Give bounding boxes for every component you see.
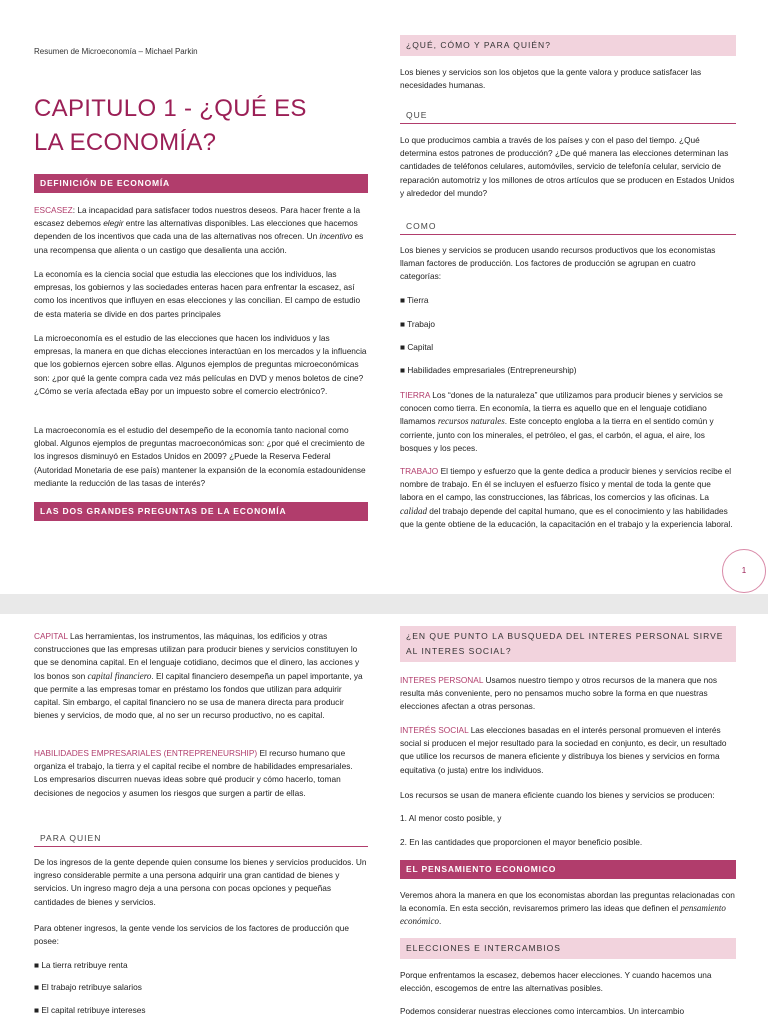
- habilidades-paragraph: [34, 747, 368, 800]
- escasez-text: : La incapacidad para satisfacer todos nuestros deseos. Para hacer frente a la escasez debemos: [34, 205, 361, 229]
- page-title: CAPITULO 1 - ¿QUÉ ES LA ECONOMÍA?: [34, 95, 307, 156]
- incentivo-emphasis: incentivo: [319, 231, 353, 242]
- factor-tierra-item: ■ Tierra: [400, 295, 429, 305]
- section-definicion-header: DEFINICIÓN DE ECONOMÍA: [34, 174, 368, 193]
- page-number: 1: [722, 549, 766, 593]
- interes-personal-text: Usamos nuestro tiempo y otros recursos de la manera que nos resulta más conveniente, pero no pensamos mucho sobre la forma en que nuestras elecciones afectan a otras personas.: [400, 675, 717, 712]
- tierra-text: . Este concepto engloba a la tierra en el sentido común y corriente, junto con los minerales, el petróleo, el gas, el carbón, el agua, el aire, los bosques y los peces.: [400, 416, 714, 453]
- micro-paragraph: La microeconomía es el estudio de las elecciones que hacen los individuos y las empresas, la manera en que dichas elecciones interactúan en los mercados y la influencia que los gobiernos ejercen sobre ellas. Algunos ejemplos de preguntas microeconómicas son: ¿por qué la gente compra cada vez más películas en DVD y menos boletos de cine? ¿Cómo se vería afectada eBay por un impuesto sobre el comercio electrónico?.: [34, 333, 367, 396]
- section-pensamiento-header: EL PENSAMIENTO ECONOMICO: [400, 860, 736, 879]
- section-dos-preguntas-header: LAS DOS GRANDES PREGUNTAS DE LA ECONOMÍA: [34, 502, 368, 521]
- factor-habilidades-item: ■ Habilidades empresariales (Entrepreneurship): [400, 365, 577, 375]
- para-quien-header: PARA QUIEN: [34, 831, 368, 847]
- que-header: QUE: [400, 108, 736, 124]
- capital-financiero-emphasis: capital financiero: [87, 670, 152, 681]
- que-paragraph: Lo que producimos cambia a través de los países y con el paso del tiempo. ¿Qué determina estos patrones de producción? ¿De qué manera las elecciones determinan las cantidades de teléfonos celulares, automóviles, servicio de telefonía celular, servicio de reparación automotriz y los millones de otros artículos que se producen en Estados Unidos y alrededor del mundo?: [400, 135, 735, 198]
- tierra-keyword: TIERRA: [400, 390, 430, 400]
- escasez-text: entre las alternativas disponibles. Las elecciones que hacemos dependen de los incentivos que cada una de las alternativas nos ofrecen. Un: [34, 218, 358, 242]
- trabajo-text: del trabajo depende del capital humano, que es el conocimiento y las habilidades que la gente obtiene de la educación, la capacitación en el trabajo y la experiencia laboral.: [400, 505, 733, 529]
- section-que-como-quien-header: ¿QUÉ, CÓMO Y PARA QUIÉN?: [400, 35, 736, 56]
- section-interes-header: ¿EN QUE PUNTO LA BUSQUEDA DEL INTERES PERSONAL SIRVE AL INTERES SOCIAL?: [400, 626, 736, 662]
- factor-trabajo-item: ■ Trabajo: [400, 319, 435, 329]
- interes-social-keyword: INTERÉS SOCIAL: [400, 725, 469, 735]
- recursos-naturales-emphasis: recursos naturales: [437, 416, 505, 427]
- como-paragraph: Los bienes y servicios se producen usando recursos productivos que los economistas llaman factores de producción. Los factores de producción se agrupan en cuatro categorías:: [400, 245, 716, 282]
- elecciones-header: ELECCIONES E INTERCAMBIOS: [400, 938, 736, 959]
- escasez-paragraph: [34, 204, 368, 257]
- retribucion-capital-item: ■ El capital retribuye intereses: [34, 1005, 146, 1015]
- interes-personal-keyword: INTERES PERSONAL: [400, 675, 484, 685]
- page-2: [0, 614, 768, 1024]
- retribucion-tierra-item: ■ La tierra retribuye renta: [34, 960, 128, 970]
- factor-capital-item: ■ Capital: [400, 342, 434, 352]
- interes-social-text: Las elecciones basadas en el interés personal promueven el interés social si producen el mejor resultado para la sociedad en conjunto, es decir, un resultado que utilice los recursos de manera eficiente y distribuya los bienes y servicios en forma equitativa (o justa) entre los individuos.: [400, 725, 727, 775]
- escasez-keyword: ESCASEZ: [34, 205, 73, 215]
- eficiencia-item-2: 2. En las cantidades que proporcionen el mayor beneficio posible.: [400, 837, 643, 847]
- trabajo-text: El tiempo y esfuerzo que la gente dedica a producir bienes y servicios recibe el nombre de trabajo. En él se incluyen el esfuerzo físico y mental de toda la gente que labora en el campo, las construcciones, las fábricas, los comercios y las oficinas. La: [400, 466, 732, 503]
- trabajo-keyword: TRABAJO: [400, 466, 439, 476]
- pensamiento-text: Veremos ahora la manera en que los economistas abordan las preguntas relacionadas con la economía. En esta sección, revisaremos primero las ideas que definen el: [400, 890, 735, 914]
- capital-keyword: CAPITAL: [34, 631, 68, 641]
- calidad-emphasis: calidad: [400, 505, 427, 516]
- habilidades-text: El recurso humano que organiza el trabajo, la tierra y el capital recibe el nombre de habilidades empresariales. Los empresarios discurren nuevas ideas sobre qué producir y cómo hacerlo, toman decisiones de negocios y asumen los riesgos que surgen a partir de ellas.: [34, 748, 353, 798]
- como-header: COMO: [400, 219, 736, 235]
- para-quien-paragraph: De los ingresos de la gente depende quien consume los bienes y servicios producidos. Un ingreso considerable permite a una persona adquirir una gran cantidad de bienes y servicios. Un ingreso magro deja a una persona con pocas opciones y pequeñas cantidades de bienes y servicios.: [34, 857, 367, 907]
- pensamiento-economico-emphasis: pensamiento económico: [400, 903, 726, 927]
- capital-paragraph: [34, 630, 368, 722]
- tierra-paragraph: [400, 389, 736, 455]
- habilidades-keyword: HABILIDADES EMPRESARIALES (ENTREPRENEURSHIP): [34, 748, 258, 758]
- eficiencia-item-1: 1. Al menor costo posible, y: [400, 813, 502, 823]
- ingresos-paragraph: Para obtener ingresos, la gente vende los servicios de los factores de producción que posee:: [34, 923, 350, 947]
- trabajo-paragraph: [400, 465, 736, 531]
- interes-social-paragraph: [400, 724, 736, 777]
- capital-text: Las herramientas, los instrumentos, las máquinas, los edificios y otras construcciones que las empresas utilizan para producir bienes y servicios constituyen lo que se denomina capital. En el lenguaje cotidiano, decimos que el dinero, las acciones y los bonos son: [34, 631, 360, 681]
- economia-paragraph: La economía es la ciencia social que estudia las elecciones que los individuos, las empresas, los gobiernos y las sociedades enteras hacen para enfrentar la escasez, así como los incentivos que influyen en esas elecciones y las concilian. El campo de estudio de esta materia se divide en dos partes principales: [34, 269, 361, 319]
- running-header: Resumen de Microeconomía – Michael Parkin: [34, 47, 198, 56]
- recursos-paragraph: Los recursos se usan de manera eficiente cuando los bienes y servicios se producen:: [400, 790, 715, 800]
- bienes-paragraph: Los bienes y servicios son los objetos que la gente valora y produce satisfacer las necesidades humanas.: [400, 67, 702, 91]
- macro-paragraph: La macroeconomía es el estudio del desempeño de la economía tanto nacional como global. Algunos ejemplos de preguntas macroeconómicas son: ¿por qué el crecimiento de los ingresos disminuyó en Estados Unidos en 2009? ¿Puede la Reserva Federal (Autoridad Monetaria de ese país) mantener la expansión de la economía estadounidense mediante la reducción de las tasas de interés?: [34, 425, 366, 488]
- escasez-elecciones-paragraph: Porque enfrentamos la escasez, debemos hacer elecciones. Y cuando hacemos una elección, escogemos de entre las alternativas posibles.: [400, 970, 712, 994]
- pensamiento-text: .: [438, 916, 442, 927]
- elegir-emphasis: elegir: [103, 218, 124, 229]
- escasez-text: es una recompensa que alienta o un castigo que desalienta una acción.: [34, 231, 364, 255]
- tierra-text: Los “dones de la naturaleza” que utilizamos para producir bienes y servicios se conocen como tierra. En economía, la tierra es aquello que en el lenguaje cotidiano llamamos: [400, 390, 723, 427]
- interes-personal-paragraph: [400, 674, 736, 714]
- capital-text: . El capital financiero desempeña un papel importante, ya que permite a las empresas tomar en préstamo los fondos que utilizan para adquirir capital. Sin embargo, el capital financiero no se usa de manera directa para producir bienes y servicios, de modo que, al no ser un recurso productivo, no es capital.: [34, 670, 363, 721]
- intercambios-paragraph: Podemos considerar nuestras elecciones como intercambios. Un intercambio: [400, 1006, 685, 1016]
- pensamiento-paragraph: [400, 889, 736, 929]
- retribucion-trabajo-item: ■ El trabajo retribuye salarios: [34, 982, 142, 992]
